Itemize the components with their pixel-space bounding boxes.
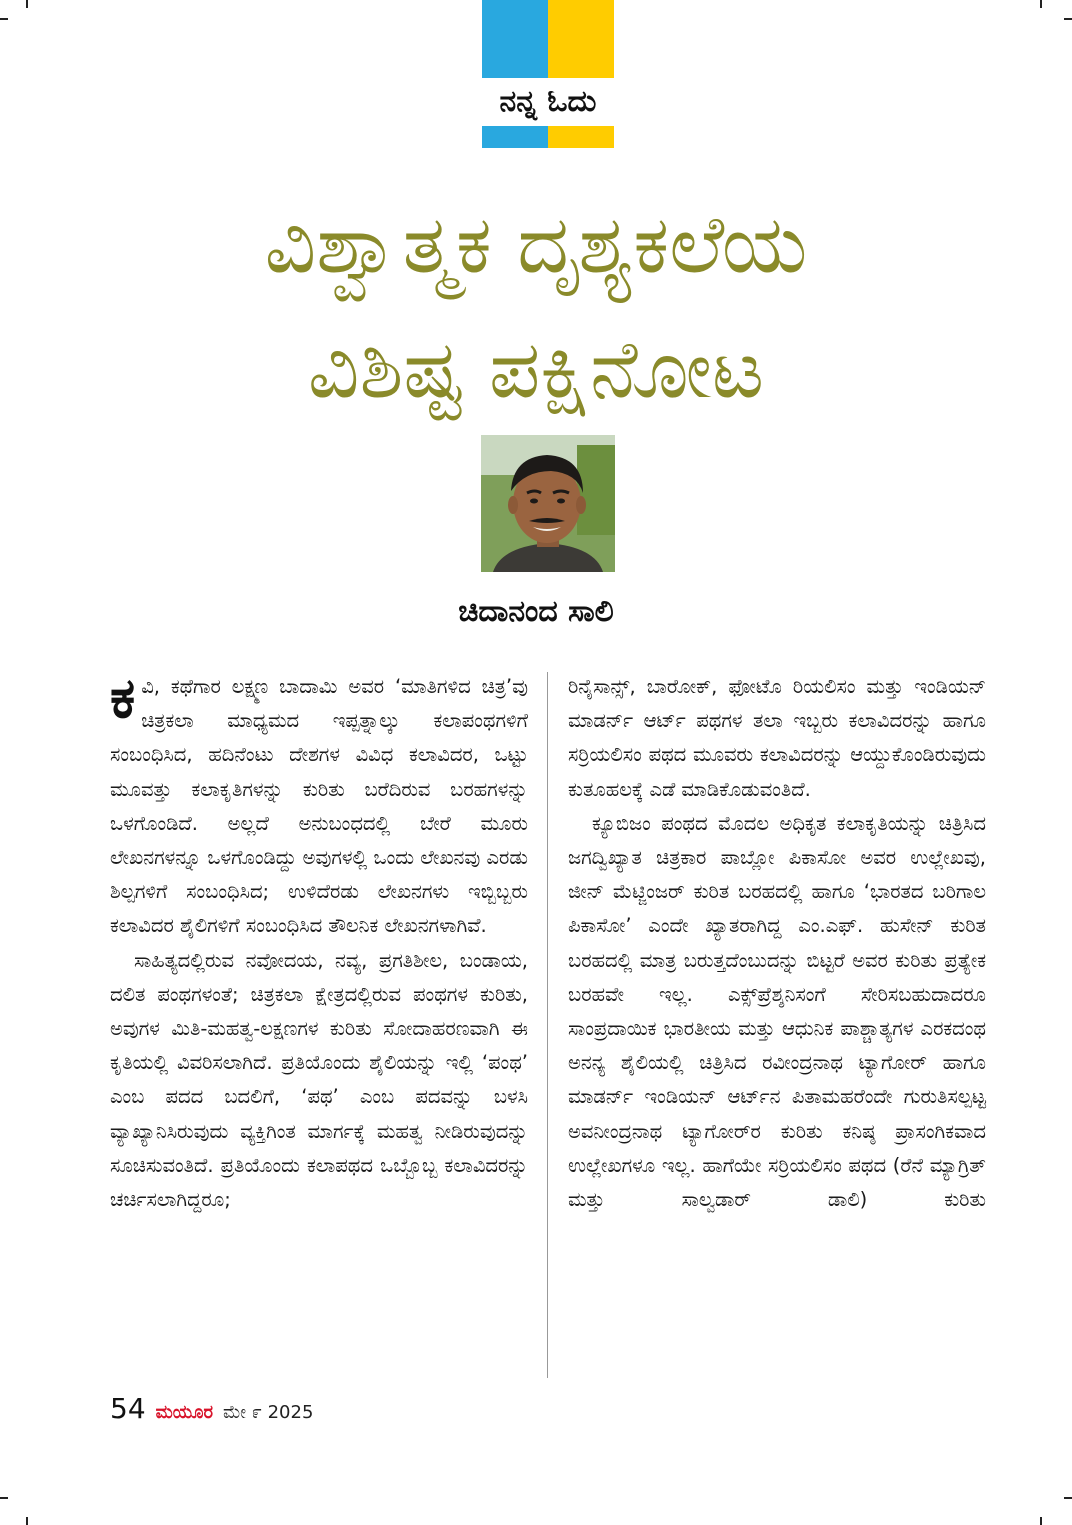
headline-line-2: ವಿಶಿಷ್ಟ ಪಕ್ಷಿನೋಟ (307, 323, 765, 416)
section-label: ನನ್ನ ಓದು (499, 84, 597, 119)
article-paragraph: ಕ್ಯೂಬಿಜಂ ಪಂಥದ ಮೊದಲ ಅಧಿಕೃತ ಕಲಾಕೃತಿಯನ್ನು ಚಿತ್ರಿಸಿದ ಜಗದ್ವಿಖ್ಯಾತ ಚಿತ್ರಕಾರ ಪಾಬ್ಲೋ ಪಿಕಾಸೋ ಅವರ ಉಲ್ಲೇಖವು, ಜೀನ್ ಮೆಟ್ಜಿಂಜರ್ ಕುರಿತ ಬರಹದಲ್ಲಿ ಹಾಗೂ ‘ಭಾರತದ ಬರಿಗಾಲ ಪಿಕಾಸೋ’ ಎಂದೇ ಖ್ಯಾತರಾಗಿದ್ದ ಎಂ.ಎಫ್. ಹುಸೇನ್ ಕುರಿತ ಬರಹದಲ್ಲಿ ಮಾತ್ರ ಬರುತ್ತದೆಂಬುದನ್ನು ಬಿಟ್ಟರೆ ಅವರ ಕುರಿತು ಪ್ರತ್ಯೇಕ ಬರಹವೇ ಇಲ್ಲ. ಎಕ್ಸ್‌ಪ್ರೆಶ್ಶನಿಸಂಗೆ ಸೇರಿಸಬಹುದಾದರೂ ಸಾಂಪ್ರದಾಯಿಕ ಭಾರತೀಯ ಮತ್ತು ಆಧುನಿಕ ಪಾಶ್ಚಾತ್ಯಗಳ ಎರಕದಂಥ ಅನನ್ಯ ಶೈಲಿಯಲ್ಲಿ ಚಿತ್ರಿಸಿದ ರವೀಂದ್ರನಾಥ ಟ್ಯಾಗೋರ್ ಹಾಗೂ ಮಾಡರ್ನ್ ಇಂಡಿಯನ್ ಆರ್ಟ್‌ನ ಪಿತಾಮಹರೆಂದೇ ಗುರುತಿಸಲ್ಪಟ್ಟ ಅವನೀಂದ್ರನಾಥ ಟ್ಯಾಗೋರ್‌ರ ಕುರಿತು ಕನಿಷ್ಠ ಪ್ರಾಸಂಗಿಕವಾದ ಉಲ್ಲೇಖಗಳೂ ಇಲ್ಲ. ಹಾಗೆಯೇ ಸರ್ರಿಯಲಿಸಂ ಪಥದ (ರೆನೆ ಮ್ಯಾಗ್ರಿತ್ ಮತ್ತು ಸಾಲ್ವಡಾರ್ ಡಾಲಿ) ಕುರಿತು (568, 811, 986, 1212)
magazine-logo: ಮಯೂರ (155, 1402, 214, 1423)
author-portrait-illustration (481, 435, 615, 572)
article-paragraph: ಸಾಹಿತ್ಯದಲ್ಲಿರುವ ನವೋದಯ, ನವ್ಯ, ಪ್ರಗತಿಶೀಲ, ಬಂಡಾಯ, ದಲಿತ ಪಂಥಗಳಂತೆ; ಚಿತ್ರಕಲಾ ಕ್ಷೇತ್ರದಲ್ಲಿರುವ ಪಂಥಗಳ ಕುರಿತು, ಅವುಗಳ ಮಿತಿ-ಮಹತ್ವ-ಲಕ್ಷಣಗಳ ಕುರಿತು ಸೋದಾಹರಣವಾಗಿ ಈ ಕೃತಿಯಲ್ಲಿ ವಿವರಿಸಲಾಗಿದೆ. ಪ್ರತಿಯೊಂದು ಶೈಲಿಯನ್ನು ಇಲ್ಲಿ ‘ಪಂಥ’ ಎಂಬ ಪದದ ಬದಲಿಗೆ, ‘ಪಥ’ ಎಂಬ ಪದವನ್ನು ಬಳಸಿ ವ್ಯಾಖ್ಯಾನಿಸಿರುವುದು ವ್ಯಕ್ತಿಗಿಂತ ಮಾರ್ಗಕ್ಕೆ ಮಹತ್ವ ನೀಡಿರುವುದನ್ನು ಸೂಚಿಸುವಂತಿದೆ. ಪ್ರತಿಯೊಂದು ಕಲಾಪಥದ ಒಬ್ಬೊಬ್ಬ ಕಲಾವಿದರನ್ನು ಚರ್ಚಿಸಲಾಗಿದ್ದರೂ; (110, 948, 528, 1212)
crop-mark (1040, 0, 1042, 8)
headline-line-1: ವಿಶ್ವಾತ್ಮಕ ದೃಶ್ಯಕಲೆಯ (264, 198, 808, 291)
logo-blue-block (482, 0, 548, 78)
issue-date: ಮೇ ೯ 2025 (223, 1402, 314, 1423)
logo-yellow-strip (548, 126, 614, 148)
crop-mark (1040, 1517, 1042, 1525)
crop-mark (1064, 18, 1072, 20)
column-divider (547, 672, 548, 1378)
crop-mark (1064, 1497, 1072, 1499)
section-logo (482, 0, 614, 148)
author-photo (481, 435, 615, 572)
page-number: 54 (110, 1392, 146, 1425)
page-footer (110, 1392, 313, 1428)
paragraph-text: ವಿ, ಕಥೆಗಾರ ಲಕ್ಷ್ಮಣ ಬಾದಾಮಿ ಅವರ ‘ಮಾತಿಗಳಿದ ಚಿತ್ರ’ವು ಚಿತ್ರಕಲಾ ಮಾಧ್ಯಮದ ಇಪ್ಪತ್ನಾಲ್ಕು ಕಲಾಪಂಥಗಳಿಗೆ ಸಂಬಂಧಿಸಿದ, ಹದಿನೆಂಟು ದೇಶಗಳ ವಿವಿಧ ಕಲಾವಿದರ, ಒಟ್ಟು ಮೂವತ್ತು ಕಲಾಕೃತಿಗಳನ್ನು ಕುರಿತು ಬರೆದಿರುವ ಬರಹಗಳನ್ನು ಒಳಗೊಂಡಿದೆ. ಅಲ್ಲದೆ ಅನುಬಂಧದಲ್ಲಿ ಬೇರೆ ಮೂರು ಲೇಖನಗಳನ್ನೂ ಒಳಗೊಂಡಿದ್ದು ಅವುಗಳಲ್ಲಿ ಒಂದು ಲೇಖನವು ಎರಡು ಶಿಲ್ಪಗಳಿಗೆ ಸಂಬಂಧಿಸಿದ; ಉಳಿದೆರಡು ಲೇಖನಗಳು ಇಬ್ಬಿಬ್ಬರು ಕಲಾವಿದರ ಶೈಲಿಗಳಿಗೆ ಸಂಬಂಧಿಸಿದ ತೌಲನಿಕ ಲೇಖನಗಳಾಗಿವೆ. (110, 675, 528, 938)
crop-mark (26, 0, 28, 8)
article-paragraph: ರಿನೈಸಾನ್ಸ್, ಬಾರೋಕ್, ಫೋಟೊ ರಿಯಲಿಸಂ ಮತ್ತು ಇಂಡಿಯನ್ ಮಾಡರ್ನ್ ಆರ್ಟ್ ಪಥಗಳ ತಲಾ ಇಬ್ಬರು ಕಲಾವಿದರನ್ನು ಹಾಗೂ ಸರ್ರಿಯಲಿಸಂ ಪಥದ ಮೂವರು ಕಲಾವಿದರನ್ನು ಆಯ್ದುಕೊಂಡಿರುವುದು ಕುತೂಹಲಕ್ಕೆ ಎಡೆ ಮಾಡಿಕೊಡುವಂತಿದೆ. (568, 675, 986, 801)
drop-cap: ಕ (110, 666, 136, 731)
logo-yellow-block (548, 0, 614, 78)
article-column-right (568, 670, 986, 1217)
crop-mark (0, 1497, 8, 1499)
article-column-left (110, 666, 528, 1217)
author-name: ಚಿದಾನಂದ ಸಾಲಿ (458, 594, 614, 629)
crop-mark (26, 1517, 28, 1525)
article-paragraph (110, 666, 528, 944)
crop-mark (0, 18, 8, 20)
logo-blue-strip (482, 126, 548, 148)
